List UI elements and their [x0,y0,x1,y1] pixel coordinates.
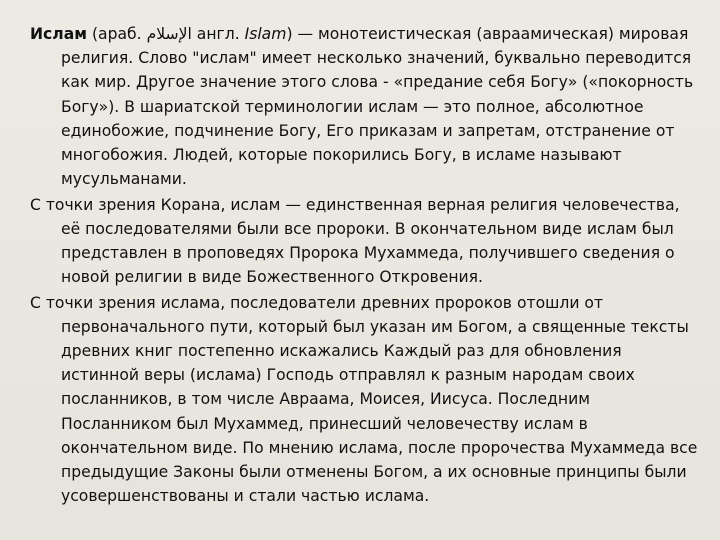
intro-arabic-prefix: (араб. [86,25,147,43]
definition-text: ) — монотеистическая (авраамическая) мировая религия. Слово "ислам" имеет несколько значений, буквально переводится как мир. Другое значение этого слова - «предание себя Богу» («покорность Богу»). В шариатской терминологии ислам — это полное, абсолютное единобожие, подчинение Богу, Его приказам и запретам, отстранение от многобожия. Людей, которые покорились Богу, в исламе называют мусульманами. [61,25,694,189]
latin-word: Islam [244,25,287,43]
arabic-word: الإسلام [146,25,192,43]
term-islam: Ислам [30,25,87,43]
paragraph-islam-view: С точки зрения ислама, последователи древних пророков отошли от первоначального пути, который был указан им Богом, а священные тексты древних книг постепенно искажались Каждый раз для обновления истинной веры (ислама) Господь отправлял к разным народам своих посланников, в том числе Авраама, Моисея, Иисуса. Последним Посланником был Мухаммед, принесший человечеству ислам в окончательном виде. По мнению ислама, после пророчества Мухаммеда все предыдущие Законы были отменены Богом, а их основные принципы были усовершенствованы и стали частью ислама. [30,293,698,506]
text-body [30,22,698,510]
paragraph-definition [30,22,698,191]
intro-english-prefix: англ. [191,25,245,43]
paragraph-quran-view: С точки зрения Корана, ислам — единственная верная религия человечества, её последователями были все пророки. В окончательном виде ислам был представлен в проповедях Пророка Мухаммеда, получившего сведения о новой религии в виде Божественного Откровения. [30,195,680,287]
